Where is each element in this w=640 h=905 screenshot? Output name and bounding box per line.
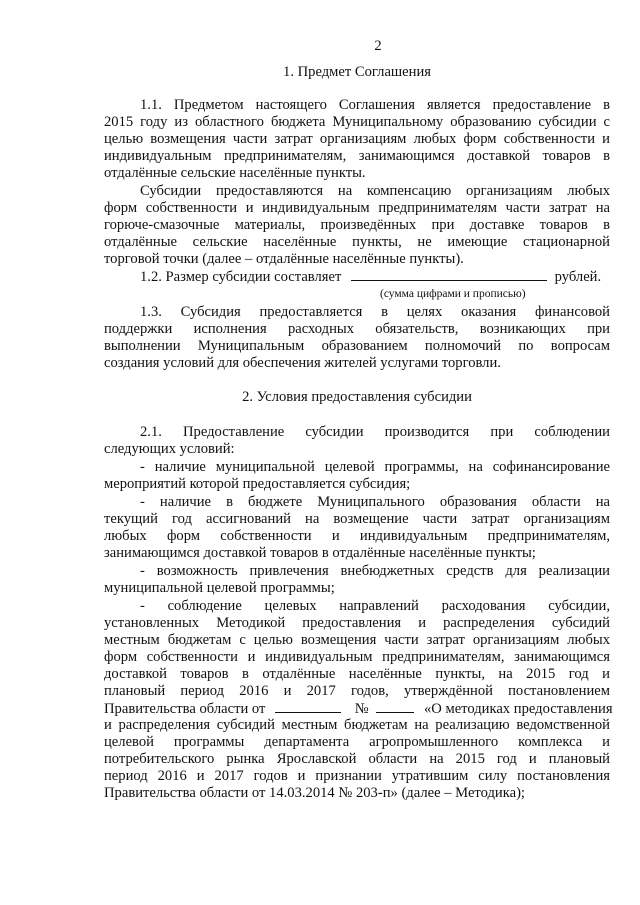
paragraph-line: индивидуальным предпринимателям, занимающимся доставкой товаров в	[104, 148, 610, 164]
resolution-title-start: «О методиках предоставления	[423, 701, 613, 717]
list-item-line: местным бюджетам с целью возмещения части затрат организациям любых	[104, 632, 610, 648]
paragraph-line: 1.3. Субсидия предоставляется в целях оказания финансовой	[140, 304, 610, 320]
list-item-line: плановый период 2016 и 2017 годов, утверждённой постановлением	[104, 683, 610, 699]
list-item-line: текущий год ассигнований на возмещение части затрат организациям	[104, 511, 610, 527]
list-item-line: потребительского рынка Ярославской области на 2015 год и плановый	[104, 751, 610, 767]
paragraph-line: следующих условий:	[104, 441, 235, 457]
list-item-line: установленных Методикой предоставления и распределения субсидий	[104, 615, 610, 631]
subsidy-amount-line	[140, 268, 610, 284]
paragraph-line: торговой точки (далее – отдалённые населённые пункты).	[104, 251, 464, 267]
section-1-heading: 1. Предмет Соглашения	[283, 64, 431, 80]
subsidy-amount-caption: (сумма цифрами и прописью)	[380, 288, 526, 300]
list-item-line: целевой программы департамента агропромышленного комплекса и	[104, 734, 610, 750]
government-resolution-label: Правительства области от	[104, 701, 266, 717]
paragraph-line: отдалённые сельские населённые пункты, не имеющие стационарной	[104, 234, 610, 250]
paragraph-line: 2015 году из областного бюджета Муниципальному образованию субсидии с	[104, 114, 610, 130]
list-item-line: - наличие муниципальной целевой программы, на софинансирование	[140, 459, 610, 475]
government-resolution-line	[104, 700, 613, 717]
subsidy-amount-unit: рублей.	[554, 269, 602, 285]
paragraph-line: выполнении Муниципальным образованием полномочий по вопросам	[104, 338, 610, 354]
paragraph-line: 1.1. Предметом настоящего Соглашения является предоставление в	[140, 97, 610, 113]
list-item-line: мероприятий которой предоставляется субсидия;	[104, 476, 411, 492]
paragraph-line: 2.1. Предоставление субсидии производится при соблюдении	[140, 424, 610, 440]
paragraph-line: горюче-смазочные материалы, произведённых при доставке товаров в	[104, 217, 610, 233]
page-number: 2	[374, 38, 382, 54]
subsidy-amount-label: 1.2. Размер субсидии составляет	[140, 269, 342, 285]
number-sign: №	[354, 701, 369, 717]
list-item-line: период 2016 и 2017 годов и признании утратившим силу постановления	[104, 768, 610, 784]
paragraph-line: создания условий для обеспечения жителей услугами торговли.	[104, 355, 501, 371]
list-item-line: и распределения субсидий местным бюджетам на реализацию ведомственной	[104, 717, 610, 733]
paragraph-line: форм собственности и индивидуальным предпринимателям части затрат на	[104, 200, 610, 216]
list-item-line: занимающимся доставкой товаров в отдалённые населённые пункты;	[104, 545, 536, 561]
list-item-line: муниципальной целевой программы;	[104, 580, 335, 596]
list-item-line: форм собственности и индивидуальным предпринимателям, занимающимся	[104, 649, 610, 665]
list-item-line: Правительства области от 14.03.2014 № 203-п» (далее – Методика);	[104, 785, 525, 801]
list-item-line: доставкой товаров в отдалённые населённые пункты, на 2015 год и	[104, 666, 610, 682]
paragraph-line: отдалённые сельские населённые пункты.	[104, 165, 366, 181]
list-item-line: - соблюдение целевых направлений расходования субсидии,	[140, 598, 610, 614]
list-item-line: любых форм собственности и индивидуальным предпринимателям,	[104, 528, 610, 544]
paragraph-line: Субсидии предоставляются на компенсацию организациям любых	[140, 183, 610, 199]
resolution-date-blank[interactable]	[275, 700, 341, 713]
list-item-line: - наличие в бюджете Муниципального образования области на	[140, 494, 610, 510]
section-2-heading: 2. Условия предоставления субсидии	[242, 389, 472, 405]
subsidy-amount-blank[interactable]	[351, 268, 547, 281]
paragraph-line: целью возмещения части затрат организациям любых форм собственности и	[104, 131, 610, 147]
paragraph-line: поддержки исполнения расходных обязательств, возникающих при	[104, 321, 610, 337]
list-item-line: - возможность привлечения внебюджетных средств для реализации	[140, 563, 610, 579]
resolution-number-blank[interactable]	[376, 700, 414, 713]
